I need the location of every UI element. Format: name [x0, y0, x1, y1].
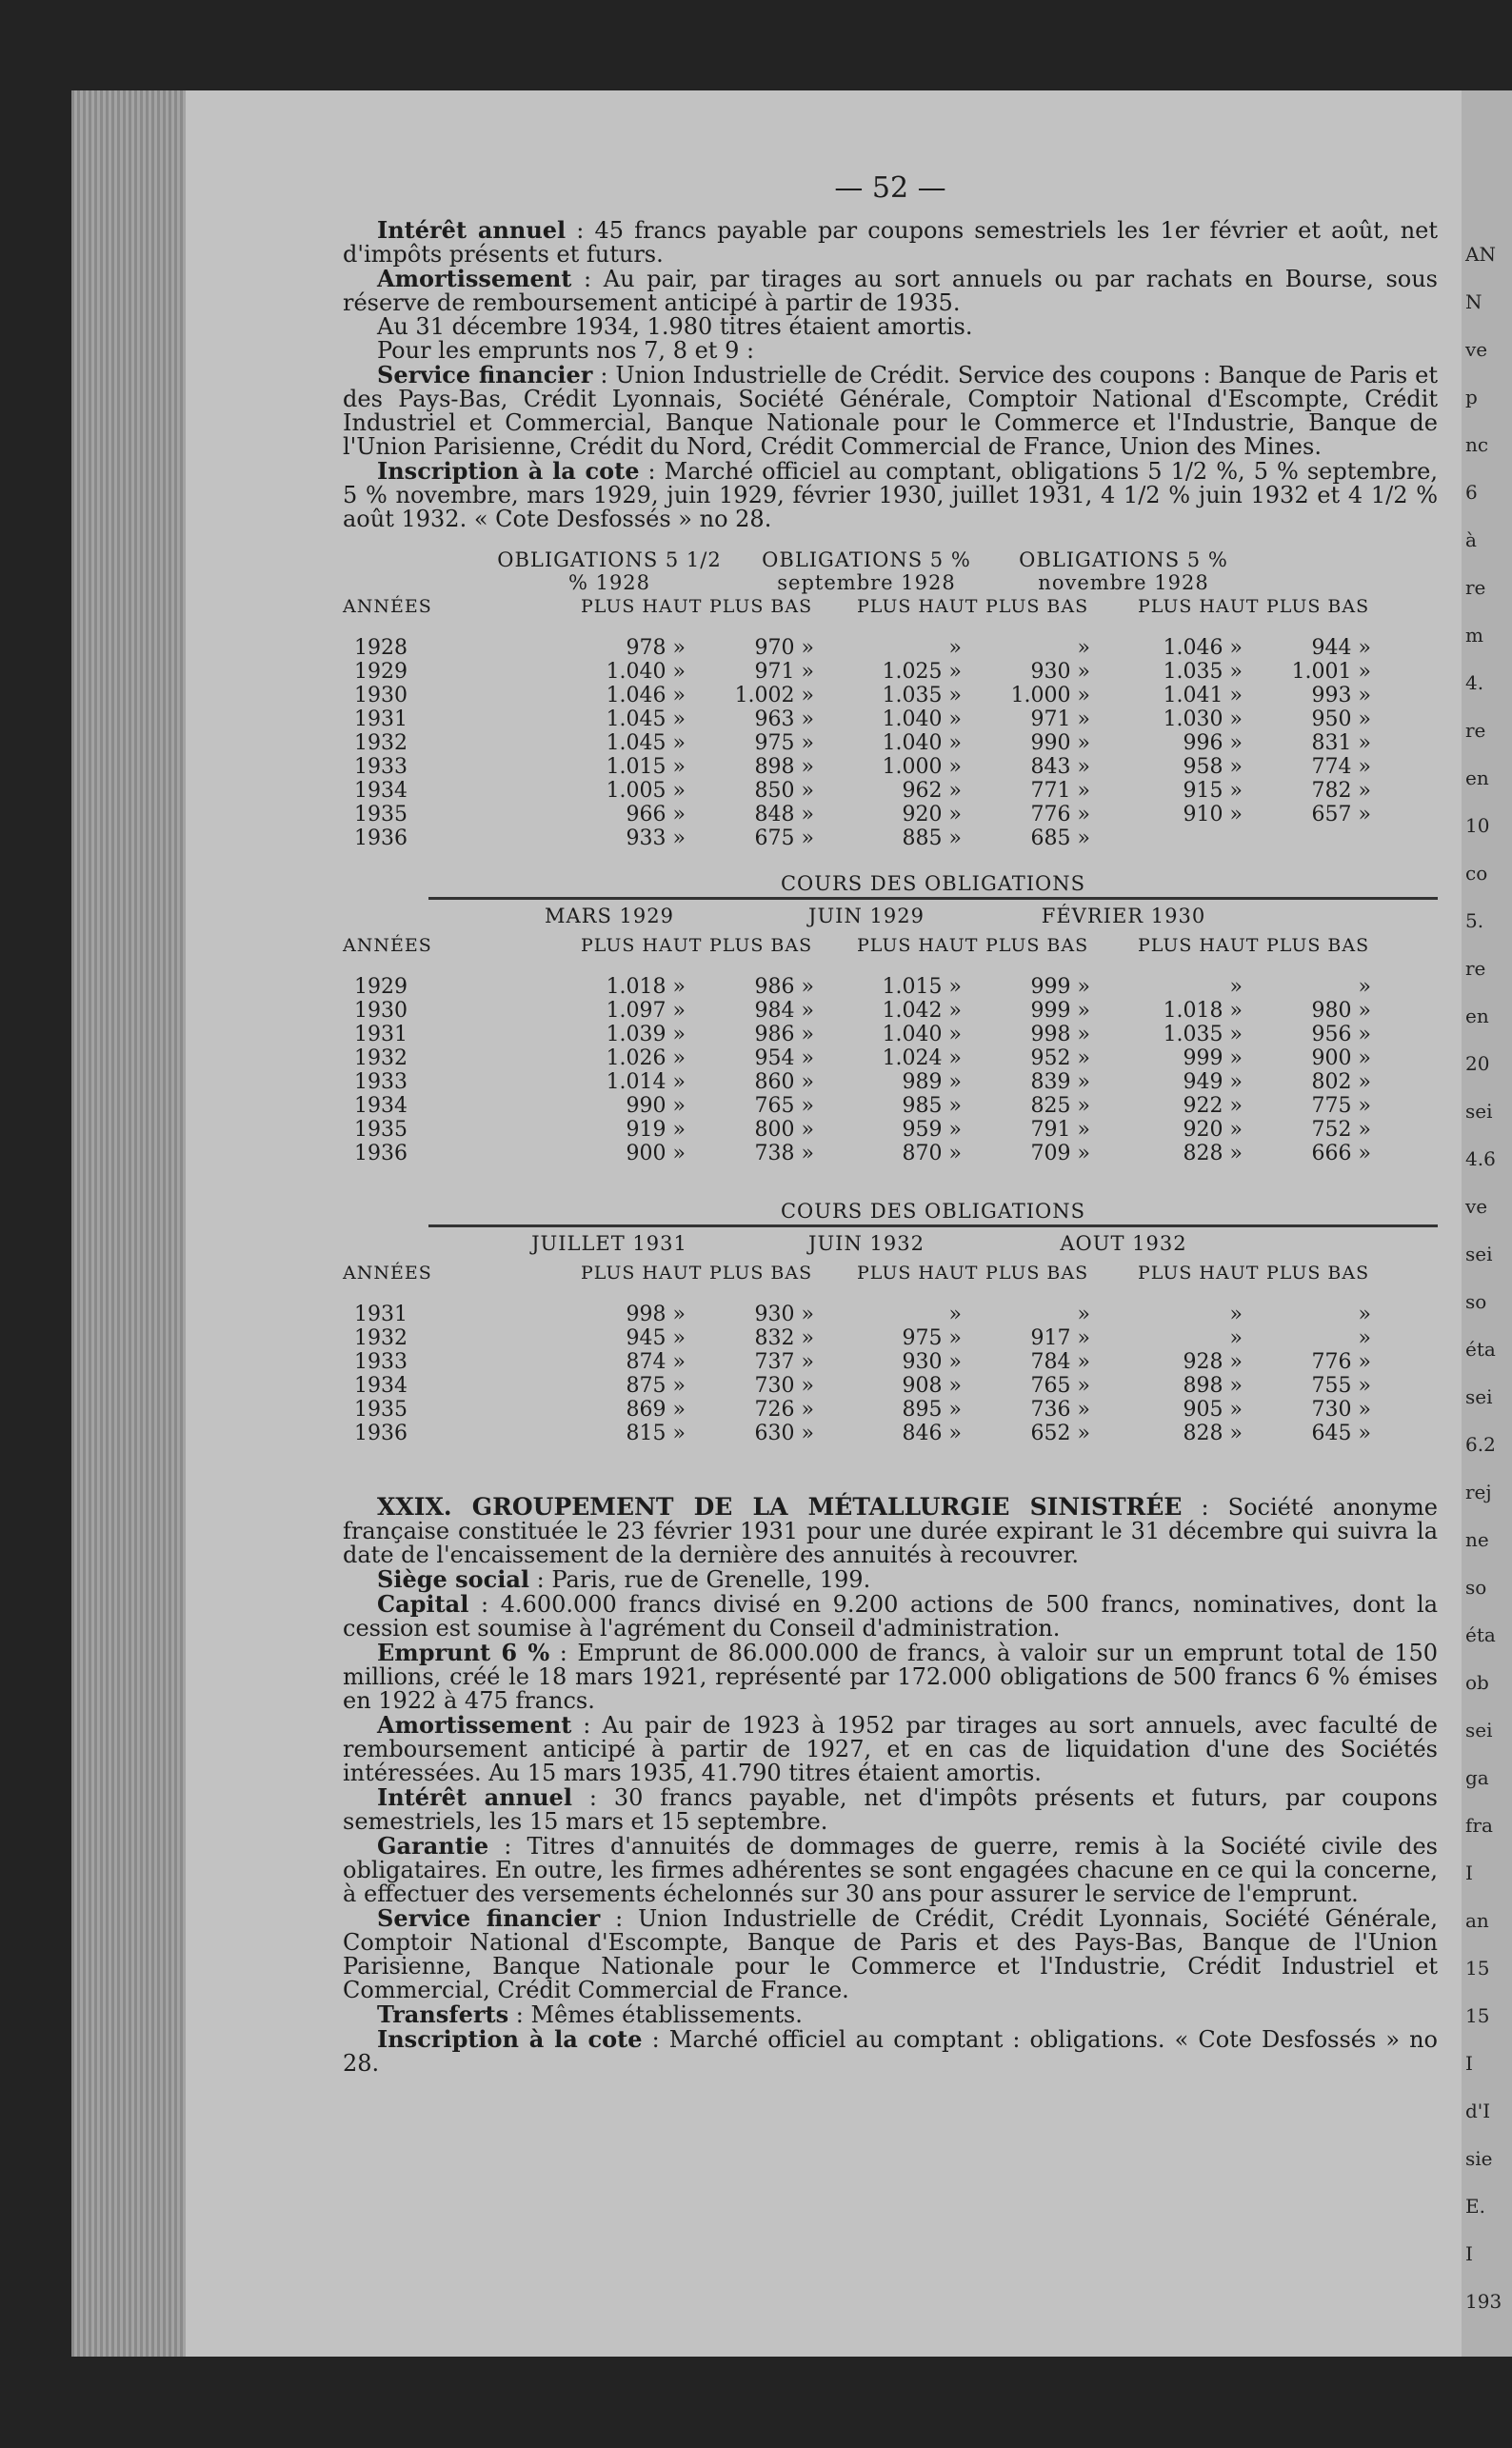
table-title-rule: [428, 897, 1438, 900]
price-cell: 990 »: [626, 1094, 686, 1118]
years-header: ANNÉES: [343, 596, 432, 617]
price-cell: 985 »: [902, 1094, 962, 1118]
price-cell: 630 »: [754, 1422, 814, 1445]
intro-para: [343, 315, 1438, 339]
facing-page-fragment: m: [1465, 624, 1483, 647]
table-title: COURS DES OBLIGATIONS: [780, 872, 1086, 895]
section-label: Service financier: [377, 1904, 601, 1932]
price-cell: 910 »: [1183, 803, 1243, 826]
sub-column-heading: PLUS HAUT: [857, 596, 979, 617]
price-cell: »: [1229, 1303, 1243, 1326]
price-cell: 726 »: [754, 1398, 814, 1422]
section-text: : Mêmes établissements.: [508, 2001, 803, 2028]
facing-page-fragment: so: [1465, 1576, 1487, 1599]
facing-page-fragment: en: [1465, 766, 1489, 789]
price-cell: 1.025 »: [882, 660, 962, 684]
price-cell: 978 »: [626, 636, 686, 660]
price-cell: 990 »: [1030, 731, 1090, 755]
section-para: [343, 1906, 1438, 2002]
section-para: [343, 1592, 1438, 1641]
section-label: Inscription à la cote: [377, 2025, 643, 2053]
price-cell: 1.040 »: [882, 1023, 962, 1046]
price-cell: 999 »: [1030, 975, 1090, 999]
price-cell: 730 »: [1311, 1398, 1371, 1422]
facing-page-fragment: an: [1465, 1909, 1489, 1932]
intro-block: [343, 218, 1438, 531]
bond-table-1931-1932: [343, 1200, 1438, 1476]
facing-page-fragment: E.: [1465, 2195, 1485, 2218]
intro-para: [343, 459, 1438, 531]
intro-label: Intérêt annuel: [377, 216, 567, 244]
intro-para: [343, 267, 1438, 315]
section-text: : Union Industrielle de Crédit, Crédit Lyonnais, Société Générale, Comptoir National d'Escompte, Banque de Paris et des Pays-Bas, Banque de l'Union Parisienne, Banque Nationale pour le Commerce et l'Industrie, Crédit Industriel et Commercial, Crédit Commercial de France.: [343, 1905, 1438, 2003]
price-cell: 998 »: [1030, 1023, 1090, 1046]
section-text: : Emprunt de 86.000.000 de francs, à valoir sur un emprunt total de 150 millions, créé le 18 mars 1921, représenté par 172.000 obligations de 500 francs 6 % émises en 1922 à 475 francs.: [343, 1640, 1438, 1714]
price-cell: 956 »: [1311, 1023, 1371, 1046]
book-spine-edge: [71, 90, 186, 2357]
table-title-rule: [428, 1224, 1438, 1227]
price-cell: 989 »: [902, 1070, 962, 1094]
price-cell: »: [948, 636, 962, 660]
price-cell: 945 »: [626, 1326, 686, 1350]
price-cell: 848 »: [754, 803, 814, 826]
section-text: : 4.600.000 francs divisé en 9.200 actions de 500 francs, nominatives, dont la cession est soumise à l'agrément du Conseil d'administration.: [343, 1591, 1438, 1642]
section-heading-para: [343, 1495, 1438, 1567]
price-cell: 776 »: [1030, 803, 1090, 826]
section-para: [343, 1834, 1438, 1906]
year-cell: 1935: [354, 803, 408, 826]
price-cell: 920 »: [902, 803, 962, 826]
price-cell: 986 »: [754, 975, 814, 999]
year-cell: 1932: [354, 1046, 408, 1070]
column-group-heading: JUIN 1932: [808, 1232, 925, 1255]
sub-column-heading: PLUS BAS: [709, 1263, 813, 1284]
facing-page-fragment: 20: [1465, 1052, 1490, 1075]
price-cell: 1.000 »: [882, 755, 962, 779]
intro-text: : 45 francs payable par coupons semestriels les 1er février et août, net d'impôts présents et futurs.: [343, 217, 1438, 268]
facing-page-fragment: rej: [1465, 1481, 1492, 1503]
sub-column-heading: PLUS HAUT: [581, 935, 703, 956]
price-cell: 996 »: [1183, 731, 1243, 755]
sub-column-heading: PLUS HAUT: [857, 935, 979, 956]
price-cell: »: [1229, 1326, 1243, 1350]
price-cell: 1.045 »: [606, 731, 686, 755]
price-cell: 736 »: [1030, 1398, 1090, 1422]
sub-column-heading: PLUS BAS: [1266, 596, 1370, 617]
price-cell: 962 »: [902, 779, 962, 803]
price-cell: 737 »: [754, 1350, 814, 1374]
year-cell: 1936: [354, 826, 408, 850]
sub-column-heading: PLUS HAUT: [1138, 1263, 1260, 1284]
price-cell: 666 »: [1311, 1142, 1371, 1165]
price-cell: 975 »: [754, 731, 814, 755]
facing-page-fragment: 10: [1465, 814, 1490, 837]
intro-para: [343, 339, 1438, 363]
price-cell: 685 »: [1030, 826, 1090, 850]
intro-text: : Union Industrielle de Crédit. Service des coupons : Banque de Paris et des Pays-Bas, Crédit Lyonnais, Société Générale, Comptoir National d'Escompte, Crédit Industriel et Commercial, Banque Nationale pour le Commerce et l'Industrie, Banque de l'Union Parisienne, Crédit du Nord, Crédit Commercial de France, Union des Mines.: [343, 362, 1439, 460]
price-cell: 791 »: [1030, 1118, 1090, 1142]
column-group-heading: MARS 1929: [545, 905, 674, 927]
section-para: [343, 2002, 1438, 2027]
price-cell: 984 »: [754, 999, 814, 1023]
price-cell: 952 »: [1030, 1046, 1090, 1070]
price-cell: 771 »: [1030, 779, 1090, 803]
price-cell: 802 »: [1311, 1070, 1371, 1094]
section-paragraphs: [343, 1567, 1438, 2076]
intro-para: [343, 363, 1438, 459]
price-cell: »: [1358, 1326, 1371, 1350]
facing-page-fragment: 5.: [1465, 909, 1484, 932]
price-cell: 815 »: [626, 1422, 686, 1445]
price-cell: 898 »: [1183, 1374, 1243, 1398]
table-title: COURS DES OBLIGATIONS: [780, 1200, 1086, 1223]
price-cell: 1.015 »: [606, 755, 686, 779]
year-cell: 1936: [354, 1422, 408, 1445]
price-cell: 828 »: [1183, 1422, 1243, 1445]
facing-page-fragment: sei: [1465, 1385, 1493, 1408]
year-cell: 1934: [354, 1374, 408, 1398]
price-cell: »: [1077, 1303, 1090, 1326]
intro-text: Au 31 décembre 1934, 1.980 titres étaient amortis.: [377, 313, 973, 340]
sub-column-heading: PLUS HAUT: [1138, 935, 1260, 956]
price-cell: 908 »: [902, 1374, 962, 1398]
intro-text: Pour les emprunts nos 7, 8 et 9 :: [377, 337, 755, 364]
year-cell: 1932: [354, 731, 408, 755]
section-lead: : Société anonyme française constituée le 23 février 1931 pour une durée expirant le 31 décembre qui suivra la date de l'encaissement de la dernière des annuités à recouvrer.: [343, 1494, 1438, 1568]
bond-table-1928: [343, 545, 1438, 859]
facing-page-fragment: ve: [1465, 338, 1488, 361]
price-cell: 1.018 »: [1163, 999, 1243, 1023]
facing-page-fragment: d'I: [1465, 2100, 1491, 2122]
section-para: [343, 2027, 1438, 2076]
facing-page-fragment: re: [1465, 576, 1486, 599]
intro-label: Service financier: [377, 361, 593, 388]
year-cell: 1933: [354, 1350, 408, 1374]
year-cell: 1929: [354, 975, 408, 999]
price-cell: 645 »: [1311, 1422, 1371, 1445]
price-cell: 869 »: [626, 1398, 686, 1422]
price-cell: 971 »: [1030, 707, 1090, 731]
price-cell: 959 »: [902, 1118, 962, 1142]
price-cell: 875 »: [626, 1374, 686, 1398]
facing-page-fragment: 15: [1465, 2004, 1490, 2027]
price-cell: 738 »: [754, 1142, 814, 1165]
price-cell: 919 »: [626, 1118, 686, 1142]
price-cell: 730 »: [754, 1374, 814, 1398]
price-cell: 1.014 »: [606, 1070, 686, 1094]
year-cell: 1930: [354, 999, 408, 1023]
year-cell: 1929: [354, 660, 408, 684]
price-cell: 782 »: [1311, 779, 1371, 803]
facing-page-fragment: 4.6: [1465, 1147, 1496, 1170]
price-cell: 949 »: [1183, 1070, 1243, 1094]
price-cell: 963 »: [754, 707, 814, 731]
price-cell: 944 »: [1311, 636, 1371, 660]
year-cell: 1928: [354, 636, 408, 660]
price-cell: 1.005 »: [606, 779, 686, 803]
price-cell: 1.040 »: [882, 731, 962, 755]
facing-page-fragment: I: [1465, 1861, 1473, 1884]
price-cell: 775 »: [1311, 1094, 1371, 1118]
price-cell: »: [1229, 975, 1243, 999]
facing-page-fragment: éta: [1465, 1623, 1496, 1646]
years-header: ANNÉES: [343, 1263, 432, 1284]
section-text: : Marché officiel au comptant : obligations. « Cote Desfossés » no 28.: [343, 2026, 1439, 2077]
facing-page-fragment: re: [1465, 719, 1486, 742]
price-cell: 920 »: [1183, 1118, 1243, 1142]
price-cell: 800 »: [754, 1118, 814, 1142]
price-cell: 870 »: [902, 1142, 962, 1165]
price-cell: 825 »: [1030, 1094, 1090, 1118]
price-cell: 1.035 »: [1163, 1023, 1243, 1046]
price-cell: 966 »: [626, 803, 686, 826]
price-cell: 900 »: [1311, 1046, 1371, 1070]
sub-column-heading: PLUS BAS: [985, 935, 1089, 956]
year-cell: 1934: [354, 779, 408, 803]
price-cell: 784 »: [1030, 1350, 1090, 1374]
price-cell: 776 »: [1311, 1350, 1371, 1374]
price-cell: 1.018 »: [606, 975, 686, 999]
price-cell: 1.001 »: [1291, 660, 1371, 684]
price-cell: 895 »: [902, 1398, 962, 1422]
year-cell: 1933: [354, 1070, 408, 1094]
facing-page-fragment: 6.2: [1465, 1433, 1496, 1456]
year-cell: 1933: [354, 755, 408, 779]
price-cell: 1.035 »: [1163, 660, 1243, 684]
price-cell: 986 »: [754, 1023, 814, 1046]
year-cell: 1931: [354, 1303, 408, 1326]
section-para: [343, 1785, 1438, 1834]
section-text: : Au pair de 1923 à 1952 par tirages au sort annuels, avec faculté de remboursement anticipé à partir de 1927, et en cas de liquidation d'une des Sociétés intéressées. Au 15 mars 1935, 41.790 titres étaient amortis.: [343, 1712, 1438, 1786]
price-cell: 657 »: [1311, 803, 1371, 826]
price-cell: 980 »: [1311, 999, 1371, 1023]
facing-page-fragment: fra: [1465, 1814, 1493, 1837]
sub-column-heading: PLUS BAS: [985, 1263, 1089, 1284]
facing-page-fragment: nc: [1465, 433, 1489, 456]
facing-page-fragment: I: [1465, 2052, 1473, 2075]
section-label: Emprunt 6 %: [377, 1639, 550, 1666]
price-cell: 999 »: [1030, 999, 1090, 1023]
facing-page-fragment: N: [1465, 290, 1482, 313]
price-cell: 774 »: [1311, 755, 1371, 779]
price-cell: 900 »: [626, 1142, 686, 1165]
price-cell: 846 »: [902, 1422, 962, 1445]
sub-column-heading: PLUS BAS: [709, 935, 813, 956]
section-label: Amortissement: [377, 1711, 572, 1739]
year-cell: 1935: [354, 1118, 408, 1142]
price-cell: 999 »: [1183, 1046, 1243, 1070]
adjacent-page-margin: [1462, 90, 1512, 2357]
price-cell: 1.024 »: [882, 1046, 962, 1070]
facing-page-fragment: en: [1465, 1005, 1489, 1027]
sub-column-heading: PLUS HAUT: [857, 1263, 979, 1284]
facing-page-fragment: 15: [1465, 1957, 1490, 1980]
facing-page-fragment: p: [1465, 386, 1478, 408]
price-cell: 1.097 »: [606, 999, 686, 1023]
years-header: ANNÉES: [343, 935, 432, 956]
price-cell: 917 »: [1030, 1326, 1090, 1350]
price-cell: 954 »: [754, 1046, 814, 1070]
price-cell: 832 »: [754, 1326, 814, 1350]
price-cell: 1.015 »: [882, 975, 962, 999]
price-cell: 1.026 »: [606, 1046, 686, 1070]
facing-page-fragment: I: [1465, 2242, 1473, 2265]
section-para: [343, 1641, 1438, 1713]
facing-page-fragment: 193: [1465, 2290, 1502, 2313]
facing-page-fragment: ob: [1465, 1671, 1489, 1694]
sub-column-heading: PLUS HAUT: [581, 1263, 703, 1284]
price-cell: 675 »: [754, 826, 814, 850]
price-cell: 1.045 »: [606, 707, 686, 731]
price-cell: »: [948, 1303, 962, 1326]
facing-page-fragment: à: [1465, 528, 1477, 551]
sub-column-heading: PLUS BAS: [709, 596, 813, 617]
intro-para: [343, 218, 1438, 267]
price-cell: »: [1358, 975, 1371, 999]
price-cell: 885 »: [902, 826, 962, 850]
price-cell: 905 »: [1183, 1398, 1243, 1422]
facing-page-fragment: so: [1465, 1290, 1487, 1313]
price-cell: 1.042 »: [882, 999, 962, 1023]
facing-page-fragment: re: [1465, 957, 1486, 980]
page-number: — 52 —: [834, 171, 946, 205]
price-cell: 828 »: [1183, 1142, 1243, 1165]
price-cell: 933 »: [626, 826, 686, 850]
price-cell: 874 »: [626, 1350, 686, 1374]
price-cell: 1.002 »: [734, 684, 814, 707]
price-cell: 1.000 »: [1010, 684, 1090, 707]
section-label: Transferts: [377, 2000, 509, 2028]
section-label: Siège social: [377, 1565, 530, 1593]
sub-column-heading: PLUS HAUT: [581, 596, 703, 617]
intro-text: : Marché officiel au comptant, obligations 5 1/2 %, 5 % septembre, 5 % novembre, mars 1929, juin 1929, février 1930, juillet 1931, 4 1/2 % juin 1932 et 4 1/2 % août 1932. « Cote Desfossés » no 28.: [343, 458, 1438, 532]
year-cell: 1934: [354, 1094, 408, 1118]
facing-page-fragment: sei: [1465, 1719, 1493, 1741]
column-group-heading: JUIN 1929: [808, 905, 925, 927]
price-cell: 915 »: [1183, 779, 1243, 803]
intro-label: Inscription à la cote: [377, 457, 640, 485]
facing-page-fragment: sie: [1465, 2147, 1493, 2170]
sub-column-heading: PLUS BAS: [1266, 935, 1370, 956]
price-cell: 839 »: [1030, 1070, 1090, 1094]
section-label: Capital: [377, 1590, 469, 1618]
sub-column-heading: PLUS BAS: [1266, 1263, 1370, 1284]
section-text: : 30 francs payable, net d'impôts présents et futurs, par coupons semestriels, les 15 mars et 15 septembre.: [343, 1784, 1438, 1835]
price-cell: 971 »: [754, 660, 814, 684]
page-content: [343, 171, 1438, 2076]
section-xxix: [343, 1495, 1438, 2076]
price-cell: »: [1077, 636, 1090, 660]
price-cell: 850 »: [754, 779, 814, 803]
year-cell: 1930: [354, 684, 408, 707]
section-label: Intérêt annuel: [377, 1783, 572, 1811]
column-group-heading: AOUT 1932: [1060, 1232, 1187, 1255]
price-cell: 843 »: [1030, 755, 1090, 779]
price-cell: 993 »: [1311, 684, 1371, 707]
column-group-heading: OBLIGATIONS 5 1/2 % 1928: [497, 548, 722, 594]
year-cell: 1935: [354, 1398, 408, 1422]
price-cell: 765 »: [754, 1094, 814, 1118]
price-cell: 930 »: [1030, 660, 1090, 684]
section-label: Garantie: [377, 1832, 489, 1860]
price-cell: 958 »: [1183, 755, 1243, 779]
column-group-heading: OBLIGATIONS 5 % septembre 1928: [762, 548, 971, 594]
facing-page-fragment: ve: [1465, 1195, 1488, 1218]
price-cell: 755 »: [1311, 1374, 1371, 1398]
section-para: [343, 1567, 1438, 1592]
facing-page-fragment: 6: [1465, 481, 1478, 504]
price-cell: 998 »: [626, 1303, 686, 1326]
section-text: : Titres d'annuités de dommages de guerre, remis à la Société civile des obligataires. En outre, les firmes adhérentes se sont engagées chacune en ce qui la concerne, à effectuer des versements échelonnés sur 30 ans pour assurer le service de l'emprunt.: [343, 1833, 1438, 1907]
price-cell: 652 »: [1030, 1422, 1090, 1445]
section-para: [343, 1713, 1438, 1785]
price-cell: 1.046 »: [606, 684, 686, 707]
price-cell: 1.040 »: [606, 660, 686, 684]
price-cell: 1.035 »: [882, 684, 962, 707]
price-cell: 1.039 »: [606, 1023, 686, 1046]
price-cell: 930 »: [754, 1303, 814, 1326]
price-cell: 898 »: [754, 755, 814, 779]
price-cell: 709 »: [1030, 1142, 1090, 1165]
price-cell: 1.046 »: [1163, 636, 1243, 660]
sub-column-heading: PLUS BAS: [985, 596, 1089, 617]
facing-page-fragment: 4.: [1465, 671, 1484, 694]
price-cell: 1.040 »: [882, 707, 962, 731]
facing-page-fragment: ne: [1465, 1528, 1489, 1551]
column-group-heading: FÉVRIER 1930: [1041, 905, 1206, 927]
price-cell: 1.030 »: [1163, 707, 1243, 731]
year-cell: 1931: [354, 1023, 408, 1046]
sub-column-heading: PLUS HAUT: [1138, 596, 1260, 617]
price-cell: 831 »: [1311, 731, 1371, 755]
facing-page-fragment: éta: [1465, 1338, 1496, 1361]
facing-page-fragment: co: [1465, 862, 1488, 885]
section-text: : Paris, rue de Grenelle, 199.: [529, 1566, 871, 1593]
price-cell: 950 »: [1311, 707, 1371, 731]
year-cell: 1936: [354, 1142, 408, 1165]
price-cell: 922 »: [1183, 1094, 1243, 1118]
facing-page-fragment: sei: [1465, 1243, 1493, 1265]
price-cell: 928 »: [1183, 1350, 1243, 1374]
price-cell: 765 »: [1030, 1374, 1090, 1398]
facing-page-fragment: AN: [1465, 243, 1496, 266]
section-heading: XXIX. GROUPEMENT DE LA MÉTALLURGIE SINISTRÉE: [377, 1493, 1183, 1521]
year-cell: 1932: [354, 1326, 408, 1350]
column-group-heading: OBLIGATIONS 5 % novembre 1928: [1019, 548, 1228, 594]
column-group-heading: JUILLET 1931: [531, 1232, 687, 1255]
year-cell: 1931: [354, 707, 408, 731]
price-cell: 752 »: [1311, 1118, 1371, 1142]
facing-page-fragment: ga: [1465, 1766, 1489, 1789]
facing-page-fragment: sei: [1465, 1100, 1493, 1123]
bond-table-1929-1930: [343, 872, 1438, 1186]
price-cell: 975 »: [902, 1326, 962, 1350]
price-cell: 970 »: [754, 636, 814, 660]
intro-label: Amortissement: [377, 265, 572, 292]
price-cell: 1.041 »: [1163, 684, 1243, 707]
price-cell: 860 »: [754, 1070, 814, 1094]
price-cell: 930 »: [902, 1350, 962, 1374]
intro-text: : Au pair, par tirages au sort annuels ou par rachats en Bourse, sous réserve de remboursement anticipé à partir de 1935.: [343, 266, 1438, 316]
price-cell: »: [1358, 1303, 1371, 1326]
